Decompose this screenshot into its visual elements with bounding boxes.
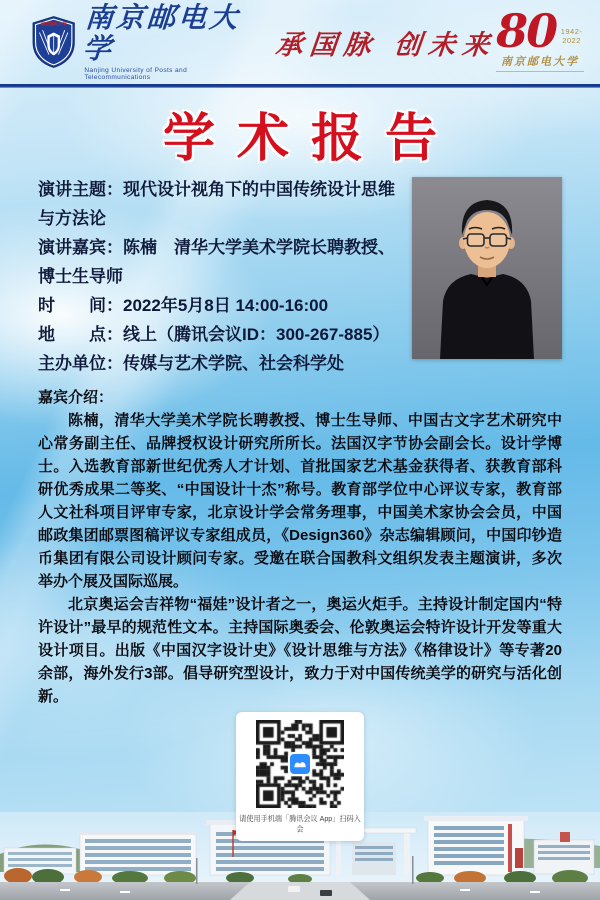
tencent-meeting-icon — [288, 752, 312, 776]
intro-paragraph-2: 北京奥运会吉祥物“福娃”设计者之一，奥运火炬手。主持设计制定国内“特许设计”最早的规范性文本。主持国际奥委会、伦敦奥运会特许设计开发等重大设计项目。出版《中国汉字设计史》《设计思维与方法》《格律设计》等专著20余部，海外发行3部。倡导研究型设计，致力于对中国传统美学的研究与活化创新。 — [38, 596, 562, 705]
header — [0, 0, 600, 84]
topic-value: 现代设计视角下的中国传统设计思维与方法论 — [38, 180, 395, 228]
speaker-value: 陈楠 清华大学美术学院长聘教授、博士生导师 — [38, 238, 395, 286]
header-divider — [0, 84, 600, 88]
intro-paragraph-1: 陈楠，清华大学美术学院长聘教授、博士生导师、中国古文字艺术研究中心常务副主任、品牌授权设计研究所所长。法国汉字节协会副会长。设计学博士。入选教育部新世纪优秀人才计划、首批国家艺术基金获得者、获教育部科研优秀成果二等奖、“中国设计十杰”称号。教育部学位中心评议专家，教育部人文社科项目评审专家，北京设计学会常务理事，中国美术家协会会员，中国邮政集团邮票图稿评议专家组成员，《Design360》杂志编辑顾问，中国印钞造币集团有限公司设计顾问专家。受邀在联合国教科文组织发表主题演讲，多次举办个展及国际巡展。 — [38, 412, 562, 590]
university-shield-icon — [30, 10, 77, 74]
time-label: 时 间： — [38, 296, 123, 315]
location-value: 线上（腾讯会议ID：300-267-885） — [123, 325, 390, 344]
organizer-value: 传媒与艺术学院、社会科学处 — [123, 354, 344, 373]
anniversary-80-logo — [496, 3, 588, 72]
speaker-label: 演讲嘉宾： — [38, 238, 123, 257]
lecture-info — [38, 175, 562, 378]
time-value: 2022年5月8日 14:00-16:00 — [123, 296, 329, 315]
poster-title: 学术报告 — [162, 108, 459, 169]
anniversary-university-name: 南京邮电大学 — [496, 53, 584, 72]
intro-heading: 嘉宾介绍： — [38, 389, 114, 406]
anniversary-number: 80 — [496, 3, 557, 58]
speaker-photo — [412, 177, 562, 359]
qr-card — [236, 712, 364, 841]
qr-code — [256, 720, 344, 808]
organizer-label: 主办单位： — [38, 354, 123, 373]
anniversary-slogan: 承国脉 创未来 — [273, 29, 498, 61]
guest-introduction — [38, 386, 562, 708]
university-name-zh: 南京邮电大学 — [82, 1, 242, 65]
university-logo — [30, 3, 242, 81]
svg-text:南京邮电大学: 南京邮电大学 — [40, 21, 67, 27]
university-name-en: Nanjing University of Posts and Telecommunications — [84, 66, 188, 81]
anniversary-years: 1942-2022 — [560, 27, 583, 46]
location-label: 地 点： — [38, 325, 123, 344]
university-name-block — [84, 3, 241, 81]
topic-label: 演讲主题： — [38, 180, 123, 199]
qr-caption: 请使用手机端「腾讯会议 App」扫码入会 — [239, 814, 361, 834]
